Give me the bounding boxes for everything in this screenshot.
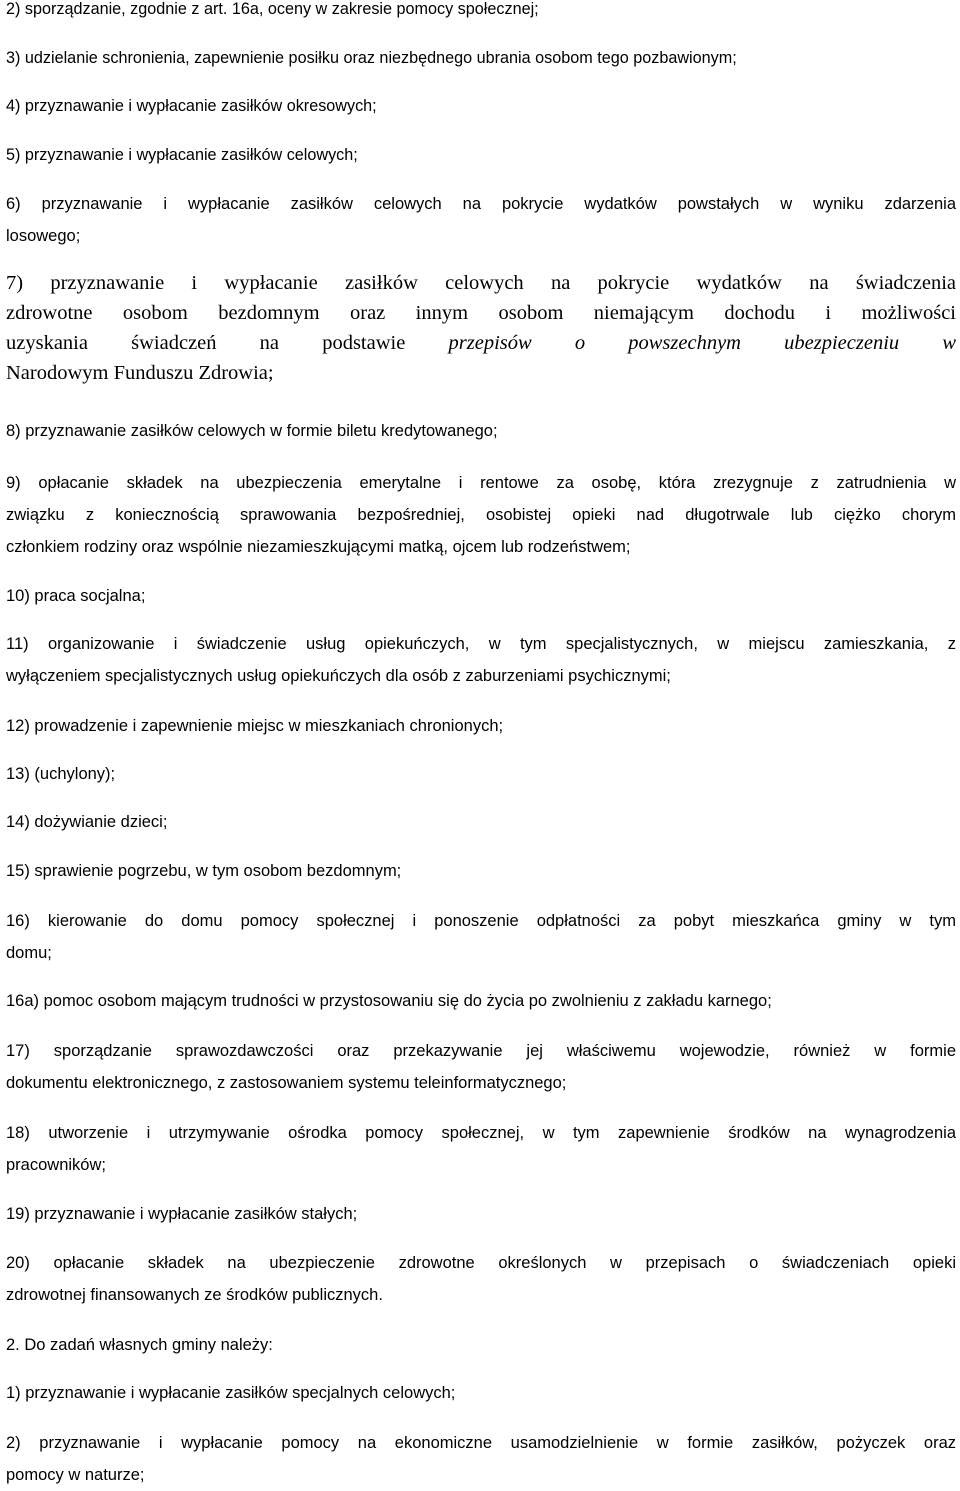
section-heading-text: 2. Do zadań własnych gminy należy: (6, 1336, 273, 1354)
list-item-line: 6) przyznawanie i wypłacanie zasiłków celowych na pokrycie wydatków powstałych w wyniku zdarzenia (6, 195, 956, 213)
list-item-text: 15) sprawienie pogrzebu, w tym osobom bezdomnym; (6, 862, 402, 880)
list-item-line: dokumentu elektronicznego, z zastosowaniem systemu teleinformatycznego; (6, 1074, 567, 1092)
list-item-line: pomocy w naturze; (6, 1466, 145, 1484)
list-item-line: pracowników; (6, 1156, 106, 1174)
list-item-16a (6, 985, 956, 1017)
list-item-5 (6, 139, 956, 171)
list-item-2 (6, 0, 956, 25)
list-item-text: 14) dożywianie dzieci; (6, 813, 168, 831)
list-item-line: losowego; (6, 227, 81, 245)
list-item-14 (6, 806, 956, 838)
list-item-line: związku z koniecznością sprawowania bezpośredniej, osobistej opieki nad długotrwale lub ciężko chorym (6, 506, 956, 524)
section-2-item-2 (6, 1427, 956, 1491)
list-item-line: zdrowotnej finansowanych ze środków publicznych. (6, 1286, 383, 1304)
list-item-4 (6, 90, 956, 122)
list-item-text: 19) przyznawanie i wypłacanie zasiłków stałych; (6, 1205, 358, 1223)
list-item-line: 2) przyznawanie i wypłacanie pomocy na ekonomiczne usamodzielnienie w formie zasiłków, pożyczek oraz (6, 1434, 956, 1452)
list-item-17 (6, 1035, 956, 1099)
section-2-item-1 (6, 1377, 956, 1409)
list-item-line-italic: przepisów o powszechnym ubezpieczeniu w (448, 332, 956, 354)
list-item-6 (6, 188, 956, 252)
list-item-line: 18) utworzenie i utrzymywanie ośrodka pomocy społecznej, w tym zapewnienie środków na wynagrodzenia (6, 1124, 956, 1142)
list-item-text: 10) praca socjalna; (6, 587, 146, 605)
list-item-line: 7) przyznawanie i wypłacanie zasiłków celowych na pokrycie wydatków na świadczenia (6, 272, 956, 294)
list-item-line: domu; (6, 944, 52, 962)
list-item-text: 4) przyznawanie i wypłacanie zasiłków okresowych; (6, 97, 377, 115)
list-item-line: Narodowym Funduszu Zdrowia; (6, 362, 274, 384)
list-item-11 (6, 628, 956, 692)
list-item-line: wyłączeniem specjalistycznych usług opiekuńczych dla osób z zaburzeniami psychicznymi; (6, 667, 671, 685)
list-item-text: 12) prowadzenie i zapewnienie miejsc w mieszkaniach chronionych; (6, 717, 504, 735)
list-item-line: 11) organizowanie i świadczenie usług opiekuńczych, w tym specjalistycznych, w miejscu zamieszkania, z (6, 635, 956, 653)
list-item-16 (6, 905, 956, 969)
list-item-text: 3) udzielanie schronienia, zapewnienie posiłku oraz niezbędnego ubrania osobom tego pozbawionym; (6, 49, 737, 67)
list-item-19 (6, 1198, 956, 1230)
list-item-line: 16) kierowanie do domu pomocy społecznej i ponoszenie odpłatności za pobyt mieszkańca gminy w tym (6, 912, 956, 930)
list-item-line-part: uzyskania świadczeń na podstawie (6, 332, 406, 354)
list-item-line: 9) opłacanie składek na ubezpieczenia emerytalne i rentowe za osobę, która zrezygnuje z zatrudnienia w (6, 474, 956, 492)
list-item-text: 13) (uchylony); (6, 765, 116, 783)
list-item-text: 8) przyznawanie zasiłków celowych w formie biletu kredytowanego; (6, 422, 498, 440)
list-item-9 (6, 467, 956, 563)
section-heading-2 (6, 1329, 956, 1361)
list-item-line: zdrowotne osobom bezdomnym oraz innym osobom niemającym dochodu i możliwości (6, 302, 956, 324)
list-item-20 (6, 1247, 956, 1311)
list-item-text: 1) przyznawanie i wypłacanie zasiłków specjalnych celowych; (6, 1384, 456, 1402)
list-item-10 (6, 580, 956, 612)
list-item-3 (6, 42, 956, 74)
list-item-15 (6, 855, 956, 887)
list-item-line: 20) opłacanie składek na ubezpieczenie zdrowotne określonych w przepisach o świadczeniach opieki (6, 1254, 956, 1272)
list-item-text: 16a) pomoc osobom mającym trudności w przystosowaniu się do życia po zwolnieniu z zakładu karnego; (6, 992, 772, 1010)
list-item-line: członkiem rodziny oraz wspólnie niezamieszkującymi matką, ojcem lub rodzeństwem; (6, 538, 631, 556)
list-item-7 (6, 268, 956, 388)
list-item-text: 5) przyznawanie i wypłacanie zasiłków celowych; (6, 146, 358, 164)
list-item-12 (6, 710, 956, 742)
list-item-text: 2) sporządzanie, zgodnie z art. 16a, oceny w zakresie pomocy społecznej; (6, 0, 539, 18)
list-item-line: 17) sporządzanie sprawozdawczości oraz przekazywanie jej właściwemu wojewodzie, również w formie (6, 1042, 956, 1060)
list-item-line (6, 328, 956, 358)
list-item-18 (6, 1117, 956, 1181)
list-item-13 (6, 758, 956, 790)
list-item-8 (6, 415, 956, 447)
